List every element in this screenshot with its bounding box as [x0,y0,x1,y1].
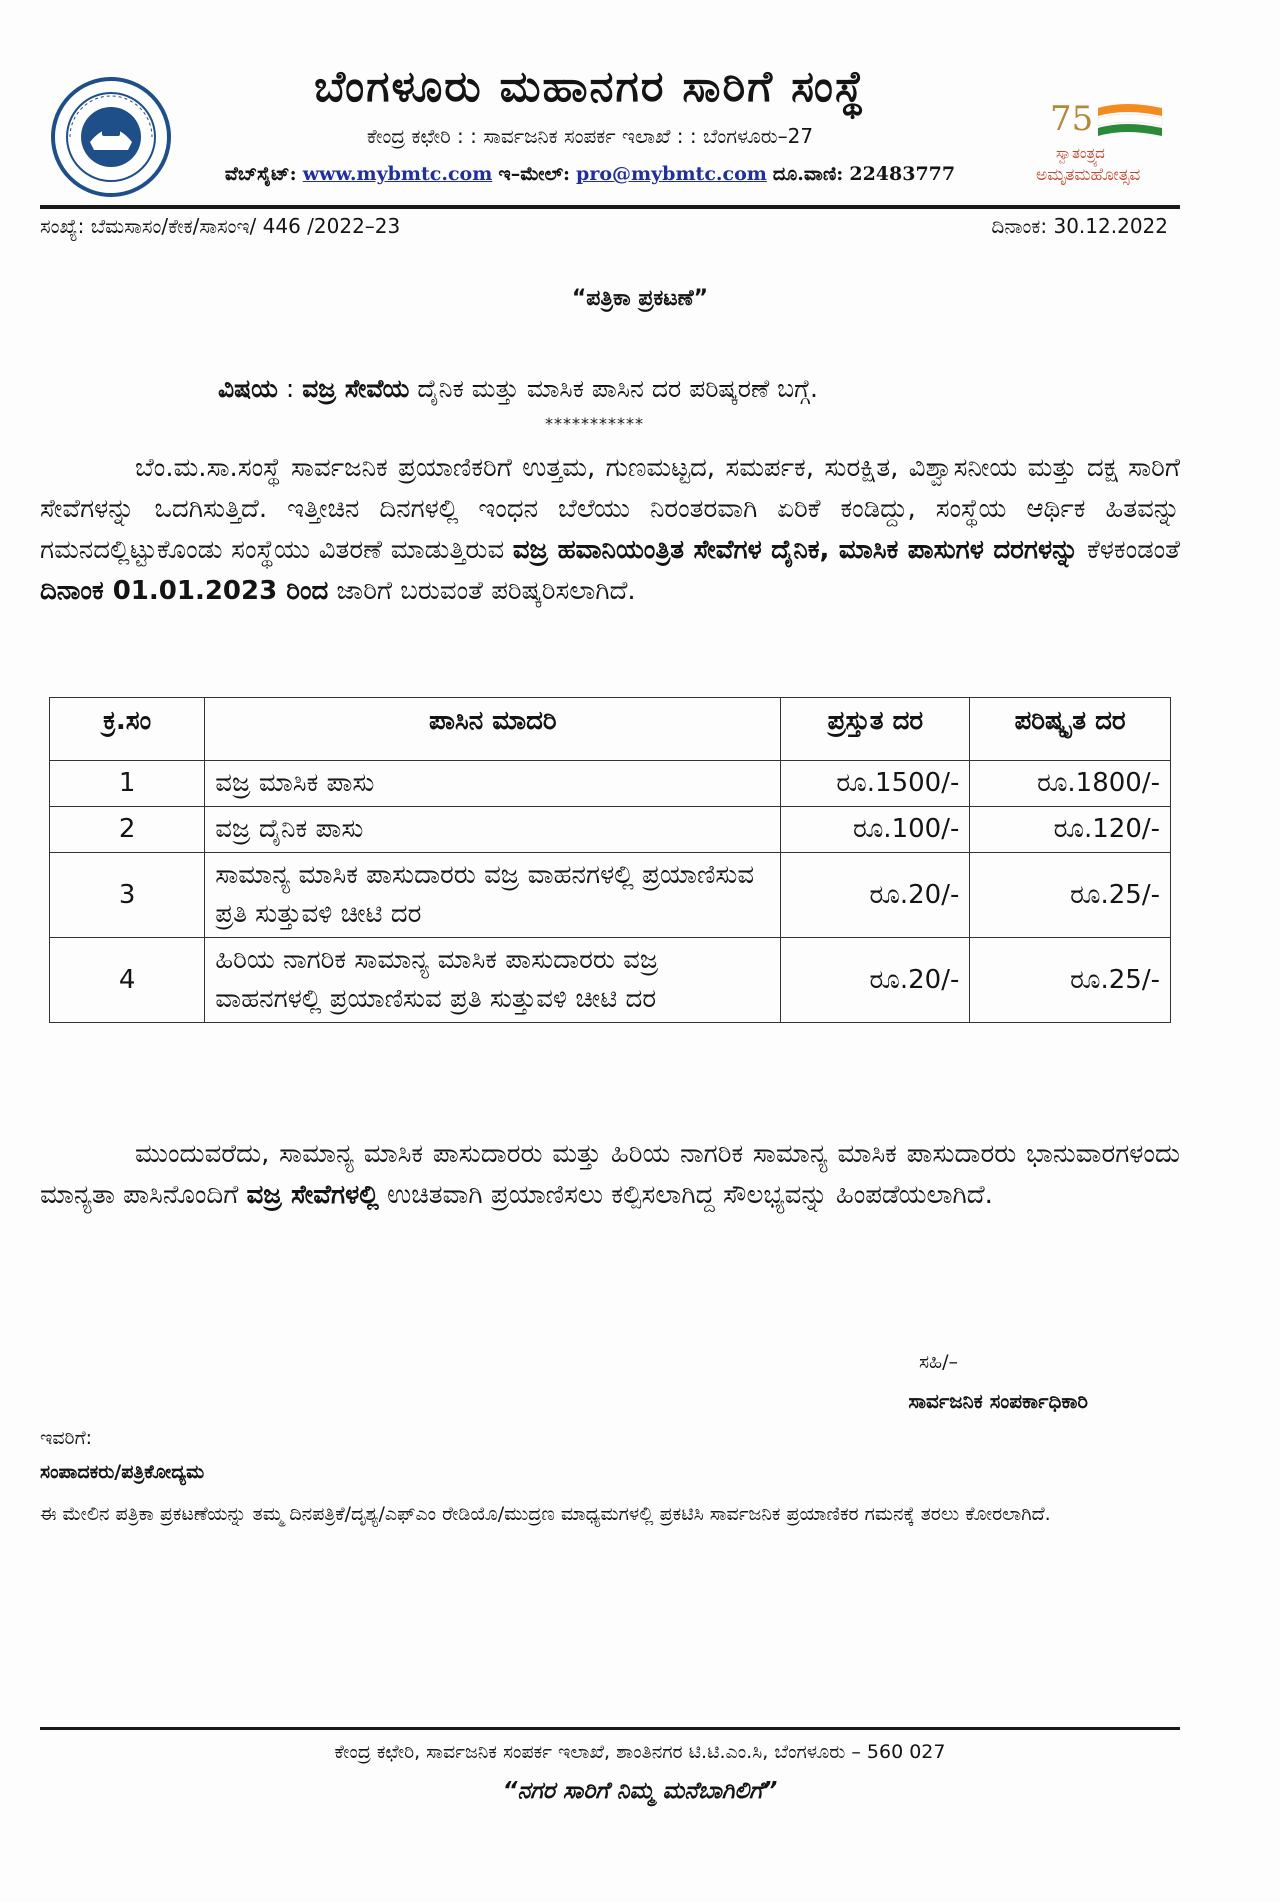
reference-number: ಸಂಖ್ಯೆ: ಬೆಮಸಾಸಂ/ಕೇಕ/ಸಾಸಂಇ/ 446 /2022–23 [40,214,401,238]
subject-line [218,374,818,404]
document-date: ದಿನಾಂಕ: 30.12.2022 [991,214,1168,238]
table-row [50,938,1171,1023]
footer-slogan: “ನಗರ ಸಾರಿಗೆ ನಿಮ್ಮ ಮನೆಬಾಗಿಲಿಗೆ” [502,1778,778,1804]
row-current-rate: ರೂ.100/- [781,807,970,853]
row-pass-type: ವಜ್ರ ದೈನಿಕ ಪಾಸು [205,807,781,853]
bmtc-emblem-icon [50,76,172,198]
withdrawal-paragraph [40,1134,1180,1216]
intro-text-3: ಜಾರಿಗೆ ಬರುವಂತೆ ಪರಿಷ್ಕರಿಸಲಾಗಿದೆ. [328,576,636,606]
withdrawal-text-2: ಉಚಿತವಾಗಿ ಪ್ರಯಾಣಿಸಲು ಕಲ್ಪಿಸಲಾಗಿದ್ದ ಸೌಲಭ್ಯವನ್ನು ಹಿಂಪಡೆಯಲಾಗಿದೆ. [378,1180,993,1210]
subject-separator: *********** [545,414,644,433]
organization-name: ಬೆಂಗಳೂರು ಮಹಾನಗರ ಸಾರಿಗೆ ಸಂಸ್ಥೆ [314,62,866,112]
website-link[interactable]: www.mybmtc.com [302,163,493,185]
phone-label: ದೂ.ವಾಣಿ: [772,163,844,185]
footer-address: ಕೇಂದ್ರ ಕಛೇರಿ, ಸಾರ್ವಜನಿಕ ಸಂಪರ್ಕ ಇಲಾಖೆ, ಶಾಂತಿನಗರ ಟಿ.ಟಿ.ಎಂ.ಸಿ, ಬೆಂಗಳೂರು – 560 027 [334,1741,946,1763]
withdrawal-text-1: ಮುಂದುವರೆದು, ಸಾಮಾನ್ಯ ಮಾಸಿಕ ಪಾಸುದಾರರು ಮತ್ತು ಹಿರಿಯ ನಾಗರಿಕ ಸಾಮಾನ್ಯ ಮಾಸಿಕ ಪಾಸುದಾರರು ಭಾನುವಾರಗಳಂದು ಮಾನ್ಯತಾ ಪಾಸಿನೊಂದಿಗೆ [40,1139,1180,1210]
intro-text-1: ಬೆಂ.ಮ.ಸಾ.ಸಂಸ್ಥೆ ಸಾರ್ವಜನಿಕ ಪ್ರಯಾಣಿಕರಿಗೆ ಉತ್ತಮ, ಗುಣಮಟ್ಟದ, ಸಮರ್ಪಕ, ಸುರಕ್ಷಿತ, ವಿಶ್ವಾಸನೀಯ ಮತ್ತು ದಕ್ಷ ಸಾರಿಗೆ ಸೇವೆಗಳನ್ನು ಒದಗಿಸುತ್ತಿದೆ. ಇತ್ತೀಚಿನ ದಿನಗಳಲ್ಲಿ ಇಂಧನ ಬೆಲೆಯು ನಿರಂತರವಾಗಿ ಏರಿಕೆ ಕಂಡಿದ್ದು, ಸಂಸ್ಥೆಯ ಆರ್ಥಿಕ ಹಿತವನ್ನು ಗಮನದಲ್ಲಿಟ್ಟುಕೊಂಡು ಸಂಸ್ಥೆಯು ವಿತರಣೆ ಮಾಡುತ್ತಿರುವ [40,453,1180,565]
press-release-title: “ಪತ್ರಿಕಾ ಪ್ರಕಟಣೆ” [571,286,709,311]
azadi-ka-amrit-mahotsav-logo-icon [1036,96,1186,186]
logo-number: 75 [1050,99,1094,139]
row-current-rate: ರೂ.20/- [781,938,970,1023]
row-serial-number: 3 [50,853,205,938]
header-pass-type: ಪಾಸಿನ ಮಾದರಿ [205,698,781,761]
header-divider [40,205,1180,209]
row-current-rate: ರೂ.20/- [781,853,970,938]
intro-bold-2: ದಿನಾಂಕ 01.01.2023 ರಿಂದ [40,576,329,606]
footer-divider [40,1727,1180,1730]
table-row [50,807,1171,853]
email-label: ಇ–ಮೇಲ್: [498,163,570,185]
header-current-rate: ಪ್ರಸ್ತುತ ದರ [781,698,970,761]
fare-table-header-row [50,698,1171,761]
row-current-rate: ರೂ.1500/- [781,761,970,807]
intro-paragraph [40,448,1180,612]
recipient-name: ಸಂಪಾದಕರು/ಪತ್ರಿಕೋದ್ಯಮ [40,1461,205,1483]
header-serial-number: ಕ್ರ.ಸಂ [50,698,205,761]
logo-text-line1: ಸ್ವಾತಂತ್ರ್ಯದ [1056,144,1105,162]
subject-rest: ದೈನಿಕ ಮತ್ತು ಮಾಸಿಕ ಪಾಸಿನ ದರ ಪರಿಷ್ಕರಣೆ ಬಗ್ಗೆ. [409,374,818,403]
row-pass-type: ಸಾಮಾನ್ಯ ಮಾಸಿಕ ಪಾಸುದಾರರು ವಜ್ರ ವಾಹನಗಳಲ್ಲಿ ಪ್ರಯಾಣಿಸುವ ಪ್ರತಿ ಸುತ್ತುವಳಿ ಚೀಟಿ ದರ [205,853,781,938]
signatory-title: ಸಾರ್ವಜನಿಕ ಸಂಪರ್ಕಾಧಿಕಾರಿ [908,1389,1088,1413]
row-serial-number: 2 [50,807,205,853]
row-revised-rate: ರೂ.120/- [970,807,1171,853]
row-pass-type: ವಜ್ರ ಮಾಸಿಕ ಪಾಸು [205,761,781,807]
intro-text-2: ಕೆಳಕಂಡಂತೆ [1078,535,1180,565]
row-revised-rate: ರೂ.1800/- [970,761,1171,807]
row-revised-rate: ರೂ.25/- [970,938,1171,1023]
contact-line [200,163,980,185]
row-revised-rate: ರೂ.25/- [970,853,1171,938]
row-serial-number: 4 [50,938,205,1023]
withdrawal-bold-1: ವಜ್ರ ಸೇವೆಗಳಲ್ಲಿ [246,1180,379,1210]
signature-mark: ಸಹಿ/– [918,1351,958,1373]
row-pass-type: ಹಿರಿಯ ನಾಗರಿಕ ಸಾಮಾನ್ಯ ಮಾಸಿಕ ಪಾಸುದಾರರು ವಜ್ರ ವಾಹನಗಳಲ್ಲಿ ಪ್ರಯಾಣಿಸುವ ಪ್ರತಿ ಸುತ್ತುವಳಿ ಚೀಟಿ ದರ [205,938,781,1023]
publication-request: ಈ ಮೇಲಿನ ಪತ್ರಿಕಾ ಪ್ರಕಟಣೆಯನ್ನು ತಮ್ಮ ದಿನಪತ್ರಿಕೆ/ದೃಶ್ಯ/ಎಫ್‌ಎಂ ರೇಡಿಯೊ/ಮುದ್ರಣ ಮಾಧ್ಯಮಗಳಲ್ಲಿ ಪ್ರಕಟಿಸಿ ಸಾರ್ವಜನಿಕ ಪ್ರಯಾಣಿಕರ ಗಮನಕ್ಕೆ ತರಲು ಕೋರಲಾಗಿದೆ. [40,1503,1051,1525]
subject-colon: : [277,374,303,403]
office-address-line: ಕೇಂದ್ರ ಕಛೇರಿ : : ಸಾರ್ವಜನಿಕ ಸಂಪರ್ಕ ಇಲಾಖೆ : : ಬೆಂಗಳೂರು–27 [366,124,814,148]
header-revised-rate: ಪರಿಷ್ಕೃತ ದರ [970,698,1171,761]
website-label: ವೆಬ್‌ಸೈಟ್: [224,163,297,185]
table-row [50,853,1171,938]
subject-bold: ವಜ್ರ ಸೇವೆಯ [302,374,410,403]
row-serial-number: 1 [50,761,205,807]
phone-number: 22483777 [849,163,956,185]
subject-label: ವಿಷಯ [218,374,278,403]
table-row [50,761,1171,807]
intro-bold-1: ವಜ್ರ ಹವಾನಿಯಂತ್ರಿತ ಸೇವೆಗಳ ದೈನಿಕ, ಮಾಸಿಕ ಪಾಸುಗಳ ದರಗಳನ್ನು [512,535,1079,565]
fare-table [49,697,1171,1023]
email-link[interactable]: pro@mybmtc.com [576,163,767,185]
recipient-label: ಇವರಿಗೆ: [40,1427,93,1449]
logo-text-line2: ಅಮೃತಮಹೋತ್ಸವ [1036,165,1141,185]
